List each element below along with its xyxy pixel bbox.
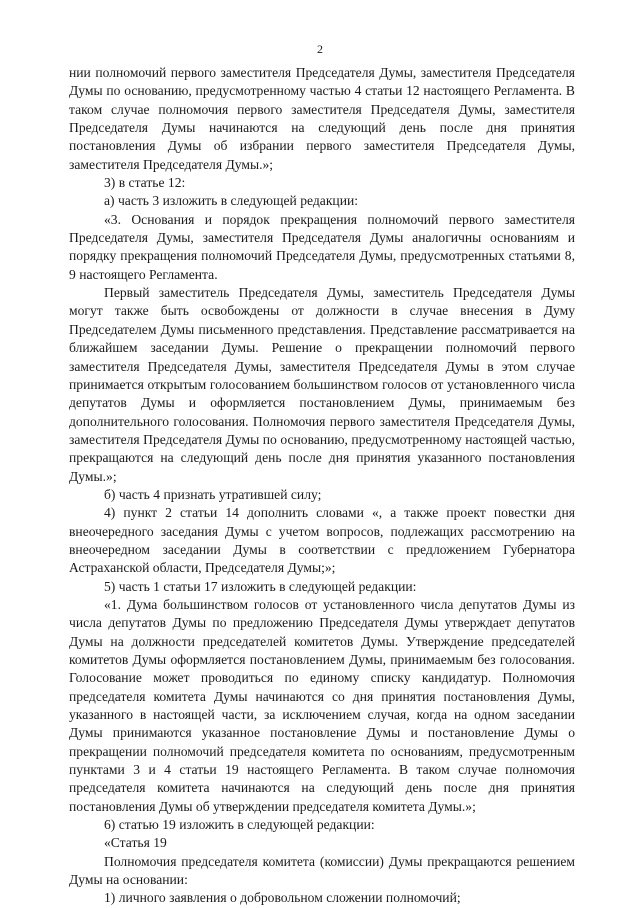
paragraph-subitem-a: а) часть 3 изложить в следующей редакции: [104,193,359,209]
paragraph-item-3: 3) в статье 12: [104,175,186,191]
paragraph-article-19-heading: «Статья 19 [104,835,167,851]
paragraph-item-5: 5) часть 1 статьи 17 изложить в следующей редакции: [104,578,417,594]
paragraph-dismissal: Первый заместитель Председателя Думы, заместитель Председателя Думы могут также быть освобождены от должности в случае внесения в Думу Председателем Думы письменного представления. Представление рассматривается на ближайшем заседании Думы. Решение о прекращении полномочий первого заместителя Председателя Думы, заместителя Председателя Думы в этом случае принимается открытым голосованием большинством голосов от установленного числа депутатов Думы и оформляется постановлением Думы, принимаемым без дополнительного голосования. Полномочия первого заместителя Председателя Думы, заместителя Председателя Думы по основанию, предусмотренному настоящей частью, прекращаются на следующий день после дня принятия указанного постановления Думы.»; [69,285,575,484]
paragraph-subitem-b: б) часть 4 признать утратившей силу; [104,486,322,502]
paragraph-article-19-item-1: 1) личного заявления о добровольном сложении полномочий; [104,890,461,906]
document-body [69,64,575,908]
paragraph-continuation: нии полномочий первого заместителя Председателя Думы, заместителя Председателя Думы по основанию, предусмотренному частью 4 статьи 12 настоящего Регламента. В таком случае полномочия первого заместителя Председателя Думы, заместителя Председателя Думы начинаются на следующий день после дня принятия постановления Думы об избрании первого заместителя Председателя Думы, заместителя Председателя Думы.»; [69,65,575,172]
paragraph-article-19-intro: Полномочия председателя комитета (комиссии) Думы прекращаются решением Думы на основании: [69,853,575,888]
paragraph-part-3-quote: «3. Основания и порядок прекращения полномочий первого заместителя Председателя Думы, заместителя Председателя Думы аналогичны основаниям и порядку прекращения полномочий Председателя Думы, предусмотренных статьями 8, 9 настоящего Регламента. [69,211,575,282]
paragraph-item-4: 4) пункт 2 статьи 14 дополнить словами «, а также проект повестки дня внеочередного заседания Думы с учетом вопросов, подлежащих рассмотрению на внеочередном заседании Думы в соответствии с предложением Губернатора Астраханской области, Председателя Думы;»; [69,505,575,576]
paragraph-part-1-quote: «1. Дума большинством голосов от установленного числа депутатов Думы из числа депутатов Думы по предложению Председателя Думы утверждает депутатов Думы на должности председателей комитетов Думы. Утверждение председателей комитетов Думы оформляется постановлением Думы, принимаемым без голосования. Голосование может проводиться по единому списку кандидатур. Полномочия председателя комитета Думы начинаются со дня принятия постановления Думы, указанного в настоящей части, за исключением случая, когда на одном заседании Думы принимаются указанное постановление Думы и постановление Думы о прекращении полномочий председателя комитета по основаниям, предусмотренным пунктами 3 и 4 статьи 19 настоящего Регламента. В таком случае полномочия председателя комитета начинаются на следующий день после дня принятия постановления Думы об утверждении председателя комитета Думы.»; [69,596,575,814]
page-number: 2 [317,42,323,56]
paragraph-item-6: 6) статью 19 изложить в следующей редакции: [104,817,375,833]
